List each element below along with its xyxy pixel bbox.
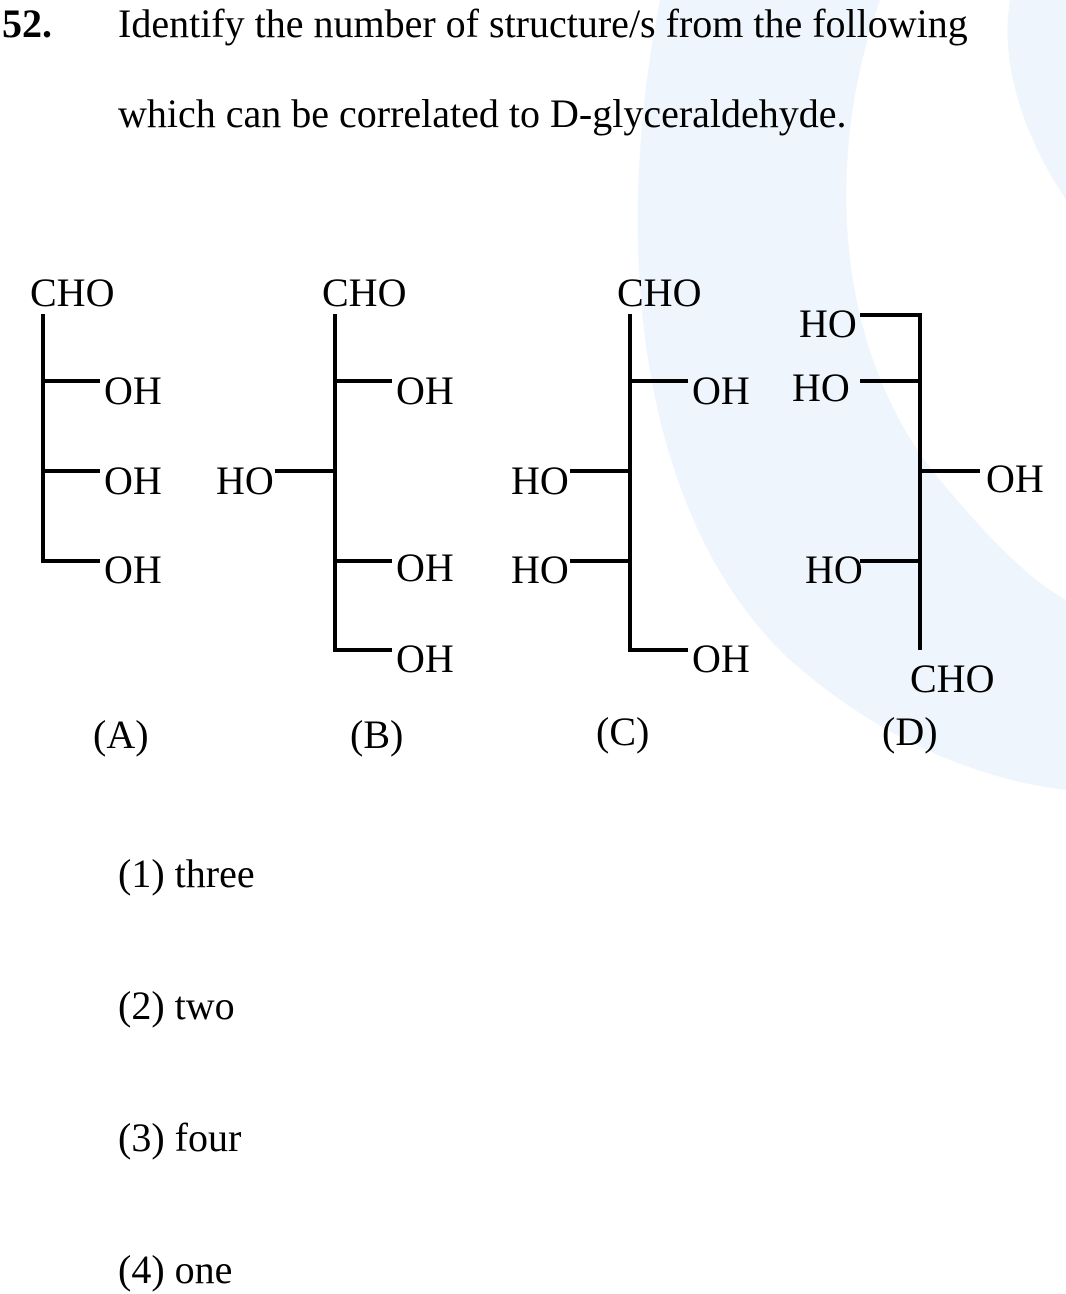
structure-a — [30, 270, 162, 757]
structure-a-group-3: OH — [104, 547, 162, 592]
structure-c-group-1: OH — [692, 368, 750, 413]
option-3[interactable]: (3) four — [118, 1115, 242, 1160]
question-text-line-1: Identify the number of structure/s from the following — [118, 1, 968, 46]
option-1[interactable]: (1) three — [118, 851, 255, 896]
option-4[interactable]: (4) one — [118, 1247, 233, 1292]
option-2[interactable]: (2) two — [118, 983, 235, 1028]
structure-d-group-3: OH — [986, 456, 1044, 501]
structure-b-top-group: CHO — [322, 270, 407, 315]
structure-a-group-2: OH — [104, 458, 162, 503]
structure-b-group-1: OH — [396, 368, 454, 413]
structure-b-group-3: OH — [396, 545, 454, 590]
structure-a-label: (A) — [93, 712, 149, 757]
structure-d-label: (D) — [882, 709, 938, 754]
structure-d-group-2: HO — [792, 365, 850, 410]
structure-d-group-4: HO — [805, 547, 863, 592]
structure-c-group-4: OH — [692, 636, 750, 681]
structure-c-label: (C) — [596, 709, 650, 754]
structure-c-group-2: HO — [511, 458, 569, 503]
question-text-line-2: which can be correlated to D-glyceraldehyde. — [118, 91, 847, 136]
structure-b-label: (B) — [350, 712, 404, 757]
question-number: 52. — [2, 1, 52, 46]
structure-a-group-1: OH — [104, 368, 162, 413]
structure-c-top-group: CHO — [617, 270, 702, 315]
structure-c — [511, 270, 750, 754]
structure-d — [792, 301, 1044, 754]
structure-b — [216, 270, 454, 757]
structure-d-group-1: HO — [799, 301, 857, 346]
structure-a-top-group: CHO — [30, 270, 115, 315]
structure-c-group-3: HO — [511, 547, 569, 592]
structure-b-group-4: OH — [396, 636, 454, 681]
structure-d-bottom-group: CHO — [910, 656, 995, 701]
structure-b-group-2: HO — [216, 458, 274, 503]
